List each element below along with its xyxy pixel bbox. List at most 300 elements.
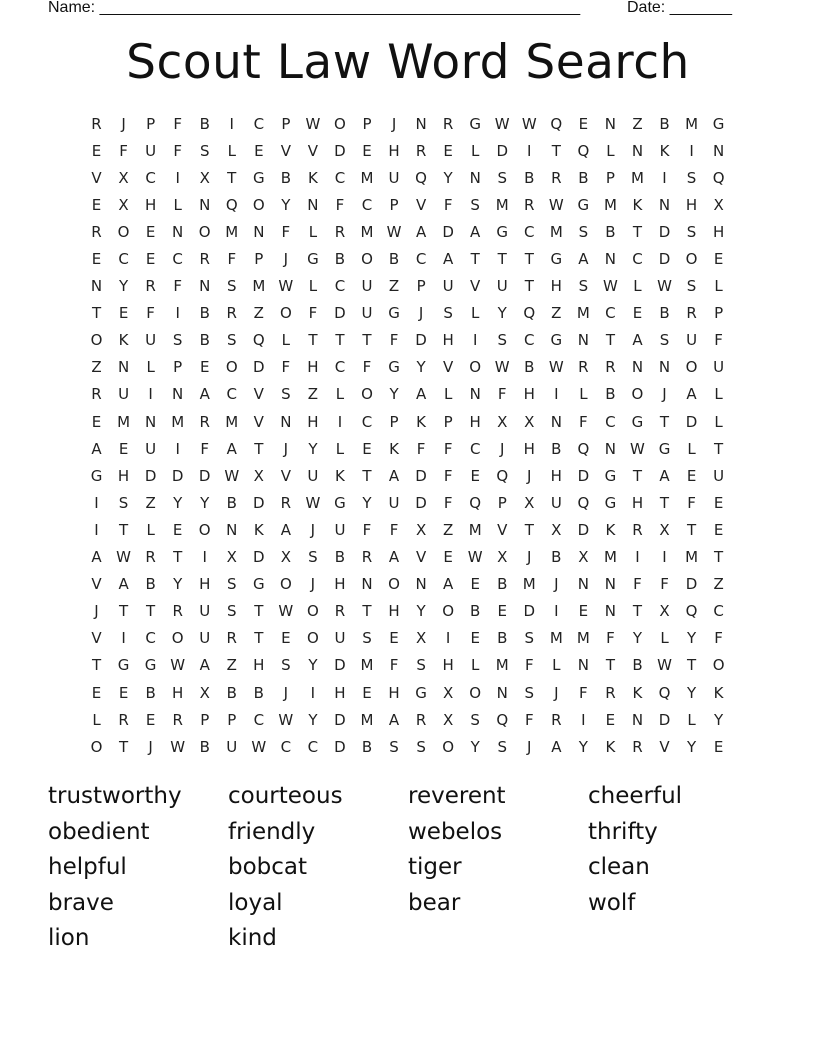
grid-cell: W <box>521 114 537 133</box>
grid-cell: H <box>523 439 535 458</box>
grid-cell: E <box>497 602 507 621</box>
word-list <box>48 780 808 958</box>
grid-cell: E <box>713 493 724 512</box>
grid-cell: F <box>633 575 642 594</box>
grid-cell: T <box>362 331 372 350</box>
grid-cell: B <box>199 737 210 756</box>
grid-cell: I <box>527 141 532 160</box>
grid-cell: W <box>630 439 645 458</box>
grid-cell: C <box>307 737 319 756</box>
grid-cell: U <box>496 277 508 296</box>
grid-cell: P <box>416 277 426 296</box>
word-list-item: wolf <box>588 889 636 916</box>
grid-cell: J <box>94 602 99 621</box>
letter-grid <box>83 110 733 760</box>
grid-cell: T <box>227 168 237 187</box>
grid-row <box>83 164 733 191</box>
grid-cell: S <box>389 737 399 756</box>
grid-cell: H <box>550 466 562 485</box>
grid-cell: E <box>362 439 372 458</box>
grid-cell: N <box>604 575 617 594</box>
word-list-item: loyal <box>228 889 283 916</box>
grid-cell: J <box>283 683 289 702</box>
grid-cell: K <box>307 168 318 187</box>
grid-cell: R <box>361 548 373 567</box>
grid-cell: T <box>118 602 129 621</box>
grid-cell: J <box>310 575 316 594</box>
grid-cell: J <box>662 385 667 404</box>
grid-cell: X <box>280 548 291 567</box>
grid-cell: F <box>335 195 345 214</box>
grid-cell: I <box>689 141 694 160</box>
word-list-item: courteous <box>228 783 343 809</box>
grid-row <box>83 462 733 489</box>
grid-cell: G <box>577 195 590 214</box>
grid-cell: N <box>199 195 211 214</box>
grid-cell: T <box>91 304 102 323</box>
grid-cell: Q <box>496 466 509 485</box>
grid-cell: D <box>685 412 698 431</box>
grid-cell: M <box>685 548 699 567</box>
grid-cell: B <box>551 439 562 458</box>
grid-cell: R <box>280 493 292 512</box>
grid-row <box>83 381 733 408</box>
grid-cell: F <box>524 656 534 675</box>
grid-cell: U <box>307 466 319 485</box>
grid-cell: C <box>605 304 616 323</box>
grid-cell: I <box>94 493 99 512</box>
grid-cell: I <box>337 412 343 431</box>
grid-cell: I <box>472 331 478 350</box>
grid-cell: P <box>389 195 399 214</box>
word-list-item: reverent <box>408 783 506 809</box>
grid-cell: M <box>630 168 644 187</box>
grid-cell: W <box>116 548 131 567</box>
grid-cell: T <box>524 277 534 296</box>
grid-cell: U <box>442 277 454 296</box>
grid-cell: L <box>606 141 615 160</box>
grid-cell: T <box>605 656 615 675</box>
grid-cell: P <box>497 493 507 512</box>
grid-cell: Z <box>307 385 319 404</box>
grid-cell: K <box>416 412 426 431</box>
grid-cell: Q <box>252 331 265 350</box>
grid-cell: J <box>121 114 126 133</box>
grid-cell: E <box>686 466 697 485</box>
grid-cell: L <box>714 277 723 296</box>
grid-cell: J <box>554 683 559 702</box>
grid-cell: U <box>145 141 157 160</box>
grid-cell: E <box>145 222 156 241</box>
grid-cell: A <box>388 466 400 485</box>
grid-cell: J <box>527 737 532 756</box>
grid-cell: F <box>497 385 507 404</box>
grid-cell: I <box>635 548 640 567</box>
grid-cell: M <box>576 304 590 323</box>
grid-cell: T <box>714 548 724 567</box>
grid-cell: C <box>713 602 724 621</box>
grid-cell: N <box>226 520 238 539</box>
word-list-item: brave <box>48 889 114 916</box>
grid-row <box>83 408 733 435</box>
grid-cell: D <box>334 141 346 160</box>
grid-cell: T <box>118 737 129 756</box>
grid-cell: R <box>686 304 697 323</box>
grid-cell: Y <box>173 493 183 512</box>
grid-cell: W <box>305 493 321 512</box>
grid-cell: S <box>226 331 237 350</box>
grid-cell: E <box>145 710 156 729</box>
grid-cell: D <box>442 222 454 241</box>
grid-cell: R <box>91 114 102 133</box>
grid-cell: G <box>658 439 671 458</box>
grid-cell: D <box>577 520 590 539</box>
grid-cell: E <box>362 141 372 160</box>
grid-cell: A <box>632 331 643 350</box>
grid-cell: B <box>334 548 346 567</box>
grid-cell: G <box>496 222 509 241</box>
grid-cell: D <box>658 710 671 729</box>
grid-cell: S <box>497 737 507 756</box>
grid-cell: K <box>389 439 399 458</box>
grid-cell: W <box>467 548 483 567</box>
grid-cell: W <box>657 277 672 296</box>
grid-cell: B <box>199 331 210 350</box>
grid-cell: H <box>117 466 130 485</box>
grid-cell: U <box>361 304 373 323</box>
grid-cell: A <box>443 250 454 269</box>
grid-cell: R <box>551 168 562 187</box>
grid-cell: E <box>713 250 724 269</box>
grid-cell: F <box>146 304 155 323</box>
grid-cell: R <box>442 114 454 133</box>
grid-cell: C <box>334 168 346 187</box>
grid-cell: R <box>605 358 616 377</box>
grid-cell: O <box>469 358 482 377</box>
grid-cell: Y <box>281 195 291 214</box>
grid-cell: L <box>443 385 453 404</box>
grid-row <box>83 652 733 679</box>
grid-cell: K <box>253 520 264 539</box>
grid-cell: F <box>579 412 588 431</box>
grid-cell: A <box>91 548 102 567</box>
grid-cell: H <box>442 656 454 675</box>
grid-cell: O <box>252 195 265 214</box>
grid-cell: Z <box>442 520 454 539</box>
grid-cell: U <box>388 168 400 187</box>
grid-cell: C <box>524 222 535 241</box>
grid-cell: R <box>91 385 102 404</box>
grid-cell: T <box>497 250 507 269</box>
grid-cell: W <box>657 656 672 675</box>
grid-cell: Q <box>550 114 563 133</box>
grid-cell: G <box>604 466 617 485</box>
grid-cell: Q <box>658 683 671 702</box>
grid-cell: F <box>443 493 453 512</box>
grid-cell: O <box>171 629 184 648</box>
grid-cell: K <box>118 331 129 350</box>
grid-cell: T <box>335 331 345 350</box>
grid-cell: T <box>254 602 264 621</box>
grid-cell: Y <box>443 168 453 187</box>
grid-cell: L <box>146 358 155 377</box>
grid-cell: S <box>199 141 210 160</box>
grid-cell: F <box>173 114 182 133</box>
grid-cell: Y <box>470 737 480 756</box>
grid-row <box>83 245 733 272</box>
grid-cell: N <box>550 412 562 431</box>
grid-row <box>83 327 733 354</box>
grid-cell: U <box>199 629 211 648</box>
grid-cell: B <box>605 385 616 404</box>
grid-cell: E <box>578 602 589 621</box>
grid-cell: F <box>281 358 291 377</box>
grid-cell: W <box>170 656 186 675</box>
grid-cell: V <box>415 195 427 214</box>
grid-cell: X <box>253 466 264 485</box>
grid-cell: L <box>687 710 696 729</box>
grid-cell: U <box>713 466 725 485</box>
grid-cell: Y <box>308 439 318 458</box>
grid-cell: H <box>307 412 319 431</box>
page-title: Scout Law Word Search <box>126 35 690 90</box>
grid-cell: D <box>415 493 427 512</box>
grid-cell: P <box>173 358 183 377</box>
grid-cell: T <box>118 520 129 539</box>
grid-cell: R <box>632 737 643 756</box>
grid-cell: M <box>549 222 563 241</box>
grid-cell: X <box>551 520 562 539</box>
grid-cell: G <box>415 683 427 702</box>
grid-cell: S <box>226 277 237 296</box>
date-field: Date: _______ <box>627 0 732 16</box>
word-list-item: cheerful <box>588 783 683 809</box>
grid-cell: N <box>604 439 617 458</box>
grid-cell: X <box>442 710 454 729</box>
grid-cell: P <box>227 710 237 729</box>
grid-cell: D <box>334 710 346 729</box>
word-list-item: obedient <box>48 818 150 845</box>
grid-cell: F <box>362 520 372 539</box>
grid-cell: U <box>145 439 157 458</box>
grid-cell: R <box>415 710 427 729</box>
word-list-item: friendly <box>228 818 316 845</box>
grid-cell: B <box>659 304 670 323</box>
grid-cell: Y <box>173 575 183 594</box>
grid-cell: I <box>581 710 586 729</box>
grid-cell: T <box>551 141 561 160</box>
grid-cell: W <box>305 114 321 133</box>
grid-cell: N <box>415 114 427 133</box>
grid-cell: P <box>254 250 264 269</box>
grid-cell: B <box>551 548 562 567</box>
grid-cell: C <box>605 412 616 431</box>
grid-cell: Q <box>523 304 536 323</box>
grid-cell: V <box>280 141 291 160</box>
grid-cell: F <box>443 439 453 458</box>
grid-cell: T <box>632 602 643 621</box>
grid-cell: S <box>524 629 535 648</box>
grid-cell: N <box>172 222 184 241</box>
grid-cell: A <box>280 520 291 539</box>
grid-cell: S <box>659 331 670 350</box>
grid-cell: I <box>175 439 180 458</box>
grid-cell: G <box>144 656 157 675</box>
grid-cell: X <box>659 602 670 621</box>
grid-cell: W <box>494 358 510 377</box>
grid-cell: R <box>578 358 589 377</box>
grid-cell: J <box>391 114 397 133</box>
grid-cell: M <box>360 168 374 187</box>
grid-cell: X <box>226 548 237 567</box>
grid-cell: H <box>712 222 725 241</box>
grid-cell: E <box>281 629 291 648</box>
grid-cell: Q <box>577 493 590 512</box>
grid-cell: Y <box>389 385 399 404</box>
grid-cell: F <box>308 304 318 323</box>
grid-cell: Z <box>91 358 102 377</box>
grid-cell: F <box>660 575 669 594</box>
grid-cell: O <box>306 629 319 648</box>
grid-cell: I <box>94 520 99 539</box>
grid-cell: F <box>362 358 372 377</box>
grid-cell: B <box>388 250 400 269</box>
grid-cell: H <box>307 358 319 377</box>
grid-cell: L <box>335 385 345 404</box>
grid-cell: E <box>605 710 616 729</box>
grid-cell: D <box>253 548 265 567</box>
grid-cell: W <box>224 466 240 485</box>
grid-cell: L <box>714 385 723 404</box>
grid-cell: H <box>631 493 644 512</box>
grid-cell: H <box>172 683 184 702</box>
grid-cell: C <box>469 439 481 458</box>
grid-cell: S <box>281 385 291 404</box>
grid-cell: Y <box>632 629 643 648</box>
grid-cell: Q <box>577 439 590 458</box>
grid-cell: F <box>227 250 237 269</box>
grid-cell: L <box>281 331 291 350</box>
grid-cell: F <box>119 141 128 160</box>
grid-cell: B <box>334 250 346 269</box>
grid-cell: X <box>442 683 454 702</box>
grid-cell: A <box>199 656 210 675</box>
grid-cell: E <box>145 250 156 269</box>
grid-cell: T <box>605 331 615 350</box>
grid-row <box>83 544 733 571</box>
grid-cell: R <box>415 141 427 160</box>
word-list-item: helpful <box>48 854 127 880</box>
grid-cell: O <box>225 358 238 377</box>
grid-cell: J <box>283 439 289 458</box>
grid-cell: L <box>552 656 561 675</box>
grid-cell: C <box>118 250 129 269</box>
grid-cell: Q <box>469 493 482 512</box>
grid-cell: D <box>496 141 508 160</box>
grid-cell: F <box>443 466 453 485</box>
grid-cell: B <box>659 114 670 133</box>
grid-cell: D <box>253 493 265 512</box>
grid-cell: N <box>631 141 644 160</box>
grid-cell: G <box>550 331 563 350</box>
grid-cell: G <box>631 412 644 431</box>
grid-cell: F <box>579 683 588 702</box>
grid-cell: L <box>335 439 345 458</box>
grid-cell: B <box>253 683 264 702</box>
grid-cell: N <box>415 575 427 594</box>
grid-cell: S <box>226 602 237 621</box>
grid-cell: N <box>307 195 319 214</box>
grid-cell: J <box>418 304 424 323</box>
grid-cell: N <box>117 358 130 377</box>
grid-cell: E <box>199 358 210 377</box>
grid-cell: A <box>415 385 427 404</box>
grid-cell: O <box>685 250 698 269</box>
grid-cell: P <box>443 412 453 431</box>
grid-cell: N <box>172 385 184 404</box>
grid-cell: B <box>145 575 156 594</box>
grid-cell: Y <box>200 493 210 512</box>
grid-cell: R <box>91 222 102 241</box>
grid-cell: L <box>579 385 588 404</box>
grid-cell: C <box>253 710 265 729</box>
grid-row <box>83 435 733 462</box>
grid-cell: D <box>334 737 346 756</box>
grid-cell: S <box>686 277 697 296</box>
grid-cell: M <box>495 656 509 675</box>
grid-cell: N <box>658 358 671 377</box>
grid-cell: E <box>443 548 453 567</box>
grid-cell: F <box>443 195 453 214</box>
header-line <box>48 0 748 19</box>
grid-cell: I <box>662 548 667 567</box>
grid-cell: Y <box>497 304 507 323</box>
grid-cell: I <box>229 114 234 133</box>
grid-cell: U <box>118 385 130 404</box>
grid-cell: O <box>361 250 373 269</box>
grid-cell: C <box>226 385 237 404</box>
grid-cell: T <box>173 548 183 567</box>
grid-cell: O <box>361 385 373 404</box>
grid-cell: Z <box>713 575 724 594</box>
grid-cell: R <box>226 629 237 648</box>
grid-cell: G <box>252 168 265 187</box>
grid-cell: U <box>686 331 698 350</box>
grid-cell: G <box>307 250 319 269</box>
grid-cell: T <box>362 466 372 485</box>
grid-cell: A <box>388 710 400 729</box>
grid-cell: E <box>254 141 264 160</box>
grid-row <box>83 571 733 598</box>
grid-cell: F <box>524 710 534 729</box>
grid-cell: T <box>362 602 372 621</box>
grid-cell: O <box>198 520 211 539</box>
grid-cell: I <box>310 683 316 702</box>
grid-cell: V <box>253 385 264 404</box>
grid-cell: T <box>714 439 724 458</box>
grid-cell: X <box>497 548 508 567</box>
grid-cell: M <box>225 222 239 241</box>
grid-cell: R <box>226 304 237 323</box>
grid-cell: H <box>388 141 400 160</box>
grid-cell: J <box>283 250 289 269</box>
grid-cell: D <box>334 656 346 675</box>
grid-cell: A <box>578 250 589 269</box>
grid-cell: E <box>91 412 102 431</box>
grid-cell: N <box>469 168 481 187</box>
grid-cell: I <box>202 548 207 567</box>
grid-cell: I <box>148 385 153 404</box>
